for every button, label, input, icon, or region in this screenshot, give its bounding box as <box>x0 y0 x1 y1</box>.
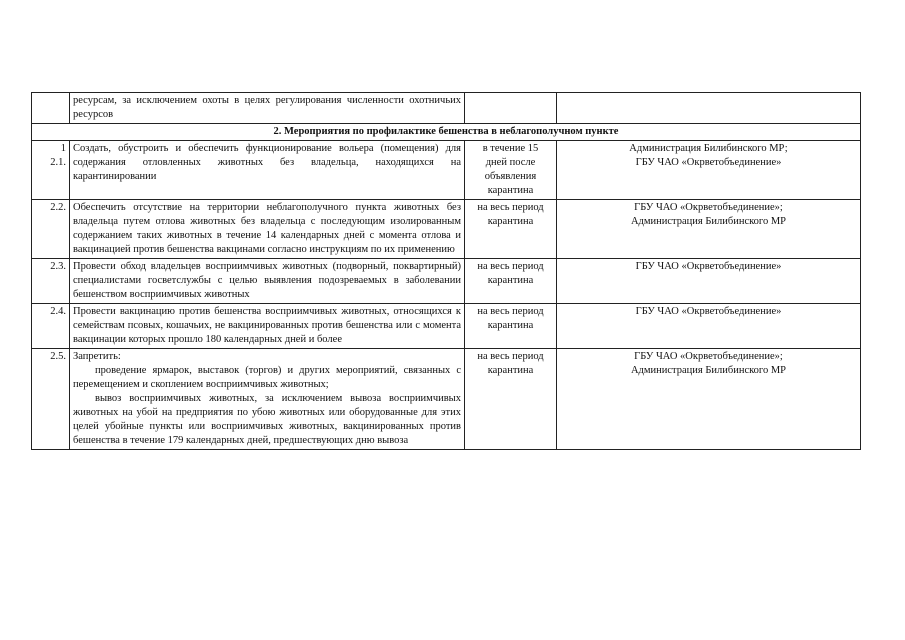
action-paragraph: вывоз восприимчивых животных, за исключением вывоза восприимчивых животных на убой на предприятия по убою животных или оборудованные для этих целей убойные пункты или восприимчивых животных, вакцинированных против бешенства в течение 179 календарных дней, предшествующих дню вывоза <box>73 393 461 446</box>
row-number: 2.3. <box>32 259 70 304</box>
term-cell <box>465 141 557 200</box>
table-row <box>32 93 861 124</box>
responsible-line: ГБУ ЧАО «Окрветобъединение» <box>635 306 782 317</box>
responsible-cell <box>557 200 861 259</box>
row-number: 2.2. <box>32 200 70 259</box>
term-line: дней после <box>485 157 536 168</box>
responsible-cell <box>557 304 861 349</box>
responsible-cell <box>557 141 861 200</box>
table-row <box>32 141 861 200</box>
responsible-line: ГБУ ЧАО «Окрветобъединение» <box>635 157 782 168</box>
responsible-line: Администрация Билибинского МР <box>630 216 787 227</box>
term-line: карантина <box>487 365 534 376</box>
responsible-line: Администрация Билибинского МР <box>630 365 787 376</box>
row-number: 2.4. <box>32 304 70 349</box>
action-cell <box>70 349 465 450</box>
section-header-row <box>32 124 861 141</box>
term-line: на весь период <box>477 261 544 272</box>
measures-table <box>31 92 861 450</box>
responsible-line: ГБУ ЧАО «Окрветобъединение» <box>635 261 782 272</box>
term-cell <box>465 349 557 450</box>
action-intro: Запретить: <box>73 351 121 362</box>
action-cell: Обеспечить отсутствие на территории неблагополучного пункта животных без владельца путем отлова животных без владельца с последующим изолированным содержанием таких животных в течение 14 календарных дней с момента отлова и вакцинацией против бешенства вакцинами согласно инструкциям по их применению <box>70 200 465 259</box>
term-line: в течение 15 <box>482 143 539 154</box>
term-cell <box>465 304 557 349</box>
term-line: на весь период <box>477 306 544 317</box>
number-fragment: 1 <box>60 143 66 154</box>
table-row <box>32 304 861 349</box>
responsible-cell <box>557 349 861 450</box>
responsible-line: ГБУ ЧАО «Окрветобъединение»; <box>634 202 783 213</box>
action-cell: Провести вакцинацию против бешенства восприимчивых животных, относящихся к семействам псовых, кошачьих, не вакцинированных против бешенства или с момента вакцинации которых прошло 180 календарных дней и более <box>70 304 465 349</box>
responsible-cell <box>557 259 861 304</box>
responsible-cell <box>557 93 861 124</box>
term-cell <box>465 259 557 304</box>
term-line: объявления <box>484 171 537 182</box>
action-paragraph: проведение ярмарок, выставок (торгов) и других мероприятий, связанных с перемещением и скоплением восприимчивых животных; <box>73 365 461 390</box>
table-row <box>32 259 861 304</box>
term-line: карантина <box>487 185 534 196</box>
responsible-line: ГБУ ЧАО «Окрветобъединение»; <box>634 351 783 362</box>
action-cell: Провести обход владельцев восприимчивых животных (подворный, поквартирный) специалистами госветслужбы с целью выявления подозреваемых в заболевании бешенством восприимчивых животных <box>70 259 465 304</box>
term-line: карантина <box>487 320 534 331</box>
row-number: 2.5. <box>32 349 70 450</box>
action-cell: ресурсам, за исключением охоты в целях регулирования численности охотничьих ресурсов <box>70 93 465 124</box>
table-row <box>32 349 861 450</box>
action-cell: Создать, обустроить и обеспечить функционирование вольера (помещения) для содержания отловленных животных без владельца, находящихся на карантинировании <box>70 141 465 200</box>
term-line: карантина <box>487 275 534 286</box>
term-cell <box>465 200 557 259</box>
term-line: на весь период <box>477 351 544 362</box>
table-row <box>32 200 861 259</box>
term-line: карантина <box>487 216 534 227</box>
row-number: 2.1. <box>50 157 66 168</box>
term-line: на весь период <box>477 202 544 213</box>
number-cell <box>32 93 70 124</box>
responsible-line: Администрация Билибинского МР; <box>629 143 788 154</box>
number-cell <box>32 141 70 200</box>
term-cell <box>465 93 557 124</box>
section-title: 2. Мероприятия по профилактике бешенства в неблагополучном пункте <box>32 124 861 141</box>
